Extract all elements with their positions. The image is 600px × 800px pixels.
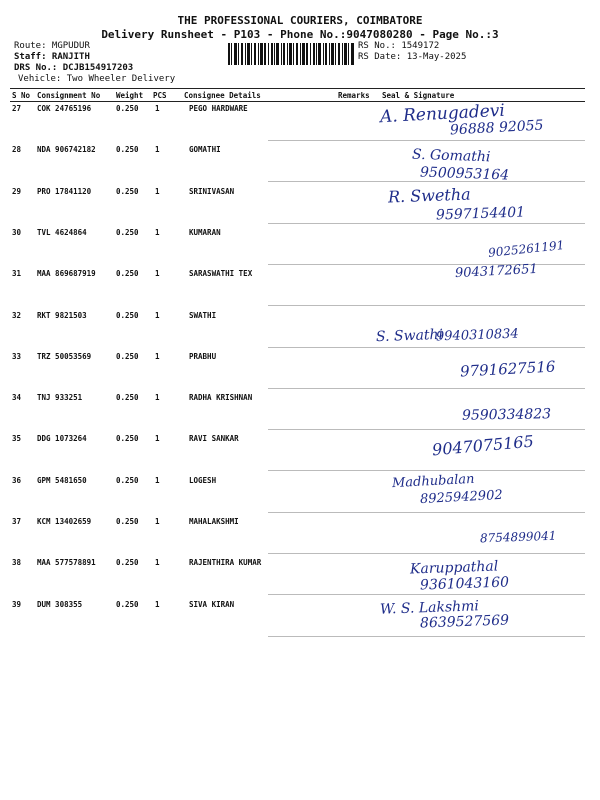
signature-phone: 9590334823: [461, 406, 552, 424]
drs-label: DRS No.: DCJB154917203: [14, 63, 134, 73]
cell-sno: 29: [12, 186, 22, 196]
signature-name: W. S. Lakshmi: [379, 598, 480, 618]
cell-weight: 0.250: [116, 227, 139, 237]
cell-sno: 32: [12, 310, 22, 320]
cell-consignee: PEGO HARDWARE: [189, 104, 248, 113]
signature-line: [268, 140, 585, 141]
cell-weight: 0.250: [116, 434, 139, 444]
signature-name: A. Renugadevi: [379, 100, 506, 128]
company-title: THE PROFESSIONAL COURIERS, COIMBATORE: [177, 14, 423, 27]
col-seal: Seal & Signature: [382, 91, 455, 100]
rs-date: RS Date: 13-May-2025: [358, 52, 467, 62]
signature-name: S. Gomathi: [411, 146, 491, 166]
cell-sno: 33: [12, 351, 22, 361]
signature-phone: 9361043160: [419, 574, 510, 594]
col-sno: S No: [12, 91, 31, 100]
signature-line: [268, 594, 585, 595]
cell-pcs: 1: [155, 393, 160, 403]
signature-phone: 9043172651: [454, 261, 539, 282]
cell-consignee: RAJENTHIRA KUMAR: [189, 558, 262, 568]
signature-phone: 8754899041: [479, 528, 557, 546]
cell-sno: 28: [12, 145, 22, 155]
staff-label: Staff: RANJITH: [14, 52, 90, 62]
cell-consignment: TVL 4624864: [37, 227, 87, 237]
cell-pcs: 1: [155, 104, 160, 113]
barcode: [228, 43, 354, 65]
signature-phone: 9047075165: [431, 431, 535, 460]
cell-sno: 31: [12, 269, 22, 279]
cell-consignment: RKT 9821503: [37, 310, 87, 320]
cell-consignee: PRABHU: [189, 351, 217, 361]
cell-pcs: 1: [155, 558, 160, 568]
cell-consignment: MAA 869687919: [37, 269, 96, 279]
vehicle-label: Vehicle: Two Wheeler Delivery: [18, 74, 176, 84]
cell-consignment: MAA 577578891: [37, 558, 96, 568]
cell-sno: 38: [12, 558, 22, 568]
cell-consignee: GOMATHI: [189, 145, 221, 155]
signature-phone: 9500953164: [419, 164, 510, 184]
table-header: [10, 88, 585, 102]
cell-pcs: 1: [155, 517, 160, 526]
rs-number: RS No.: 1549172: [358, 41, 440, 51]
cell-pcs: 1: [155, 599, 160, 609]
cell-sno: 27: [12, 104, 22, 113]
signature-line: [268, 512, 585, 513]
cell-sno: 36: [12, 475, 22, 485]
signature-name: R. Swetha: [387, 184, 471, 207]
cell-weight: 0.250: [116, 351, 139, 361]
cell-consignment: GPM 5481650: [37, 475, 87, 485]
cell-weight: 0.250: [116, 475, 139, 485]
cell-pcs: 1: [155, 227, 160, 237]
cell-consignment: TRZ 50053569: [37, 351, 92, 361]
signature-name: S. Swathi: [375, 326, 444, 346]
col-remarks: Remarks: [338, 91, 370, 100]
cell-sno: 37: [12, 517, 22, 526]
cell-weight: 0.250: [116, 393, 139, 403]
cell-consignee: LOGESH: [189, 475, 217, 485]
cell-consignee: RAVI SANKAR: [189, 434, 239, 444]
signature-line: [268, 636, 585, 637]
cell-pcs: 1: [155, 351, 160, 361]
cell-consignee: SIVA KIRAN: [189, 599, 235, 609]
signature-phone: 9940310834: [435, 326, 519, 345]
runsheet-subtitle: Delivery Runsheet - P103 - Phone No.:9047080280 - Page No.:3: [101, 28, 499, 41]
cell-pcs: 1: [155, 310, 160, 320]
cell-weight: 0.250: [116, 104, 139, 113]
cell-consignment: PRO 17841120: [37, 186, 92, 196]
cell-weight: 0.250: [116, 145, 139, 155]
cell-consignment: DDG 1073264: [37, 434, 87, 444]
signature-line: [268, 347, 585, 348]
col-consignment: Consignment No: [37, 91, 101, 100]
signature-line: [268, 429, 585, 430]
signature-line: [268, 223, 585, 224]
col-weight: Weight: [116, 91, 144, 100]
cell-consignment: TNJ 933251: [37, 393, 83, 403]
cell-weight: 0.250: [116, 599, 139, 609]
signature-line: [268, 181, 585, 182]
cell-consignee: RADHA KRISHNAN: [189, 393, 253, 403]
cell-sno: 34: [12, 393, 22, 403]
signature-phone: 9025261191: [487, 238, 565, 260]
cell-sno: 30: [12, 227, 22, 237]
signature-phone: 9597154401: [435, 204, 526, 224]
col-pcs: PCS: [153, 91, 167, 100]
cell-weight: 0.250: [116, 517, 139, 526]
cell-weight: 0.250: [116, 269, 139, 279]
cell-consignment: DUM 308355: [37, 599, 83, 609]
signature-phone: 8639527569: [419, 612, 510, 632]
cell-pcs: 1: [155, 145, 160, 155]
signature-line: [268, 388, 585, 389]
cell-pcs: 1: [155, 434, 160, 444]
route-label: Route: MGPUDUR: [14, 41, 90, 51]
cell-pcs: 1: [155, 186, 160, 196]
signature-phone: 9791627516: [459, 357, 556, 381]
signature-name: Karuppathal: [409, 558, 499, 578]
cell-consignee: MAHALAKSHMI: [189, 517, 239, 526]
col-consignee: Consignee Details: [184, 91, 261, 100]
signature-line: [268, 305, 585, 306]
cell-weight: 0.250: [116, 310, 139, 320]
signature-phone: 8925942902: [419, 487, 504, 508]
signature-line: [268, 553, 585, 554]
cell-consignment: NDA 906742182: [37, 145, 96, 155]
signature-line: [268, 470, 585, 471]
cell-sno: 39: [12, 599, 22, 609]
signature-phone: 96888 92055: [449, 117, 544, 139]
cell-weight: 0.250: [116, 186, 139, 196]
cell-pcs: 1: [155, 269, 160, 279]
cell-consignment: KCM 13402659: [37, 517, 92, 526]
cell-pcs: 1: [155, 475, 160, 485]
cell-consignee: SARASWATHI TEX: [189, 269, 253, 279]
signature-name: Madhubalan: [391, 471, 475, 492]
cell-sno: 35: [12, 434, 22, 444]
cell-consignment: COK 24765196: [37, 104, 92, 113]
cell-weight: 0.250: [116, 558, 139, 568]
cell-consignee: SWATHI: [189, 310, 217, 320]
cell-consignee: KUMARAN: [189, 227, 221, 237]
cell-consignee: SRINIVASAN: [189, 186, 235, 196]
